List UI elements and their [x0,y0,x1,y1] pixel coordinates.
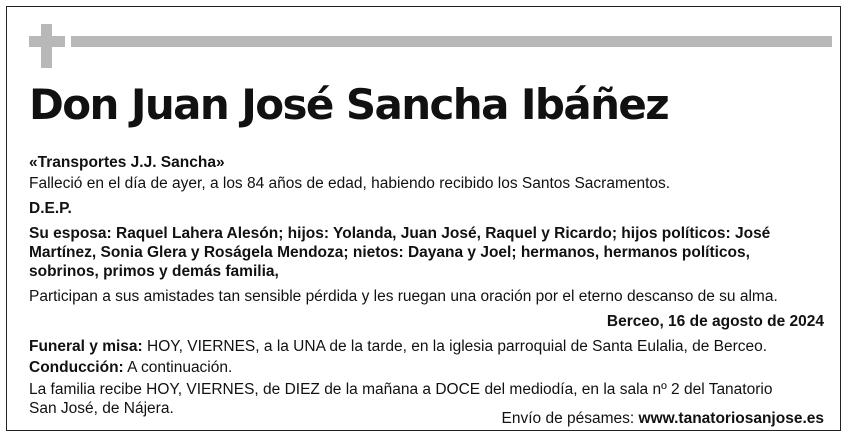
obituary-card [6,6,841,431]
family-line-3: sobrinos, primos y demás familia, [29,263,279,280]
conduccion-text: A continuación. [123,359,233,376]
conduccion-label: Conducción: [29,359,124,376]
company-name: «Transportes J.J. Sancha» [29,154,225,171]
condolences-info [502,409,824,428]
reception-line-2: San José, de Nájera. [29,400,174,417]
family-line-2: Martínez, Sonia Glera y Roságela Mendoza; nietos: Dayana y Joel; hermanos, hermanos políticos, [29,244,750,261]
conduccion-info [29,358,232,377]
deceased-name: Don Juan José Sancha Ibáñez [29,80,669,129]
death-notice: Falleció en el día de ayer, a los 84 años de edad, habiendo recibido los Santos Sacramentos. [29,175,671,192]
family-line-1: Su esposa: Raquel Lahera Alesón; hijos: Yolanda, Juan José, Raquel y Ricardo; hijos políticos: José [29,225,771,242]
funeral-label: Funeral y misa: [29,338,143,355]
condolences-link[interactable]: www.tanatoriosanjose.es [638,410,824,427]
funeral-text: HOY, VIERNES, a la UNA de la tarde, en la iglesia parroquial de Santa Eulalia, de Berceo. [142,338,768,355]
dep-label: D.E.P. [29,200,72,217]
funeral-info [29,337,767,356]
cross-icon-bar [29,36,65,47]
prayer-request: Participan a sus amistades tan sensible pérdida y les ruegan una oración por el eterno descanso de su alma. [29,288,778,305]
reception-line-1: La familia recibe HOY, VIERNES, de DIEZ de la mañana a DOCE del mediodía, en la sala nº 2 del Tanatorio [29,381,773,398]
header-rule [71,36,832,47]
place-date: Berceo, 16 de agosto de 2024 [606,313,824,330]
condolences-label: Envío de pésames: [501,410,639,427]
